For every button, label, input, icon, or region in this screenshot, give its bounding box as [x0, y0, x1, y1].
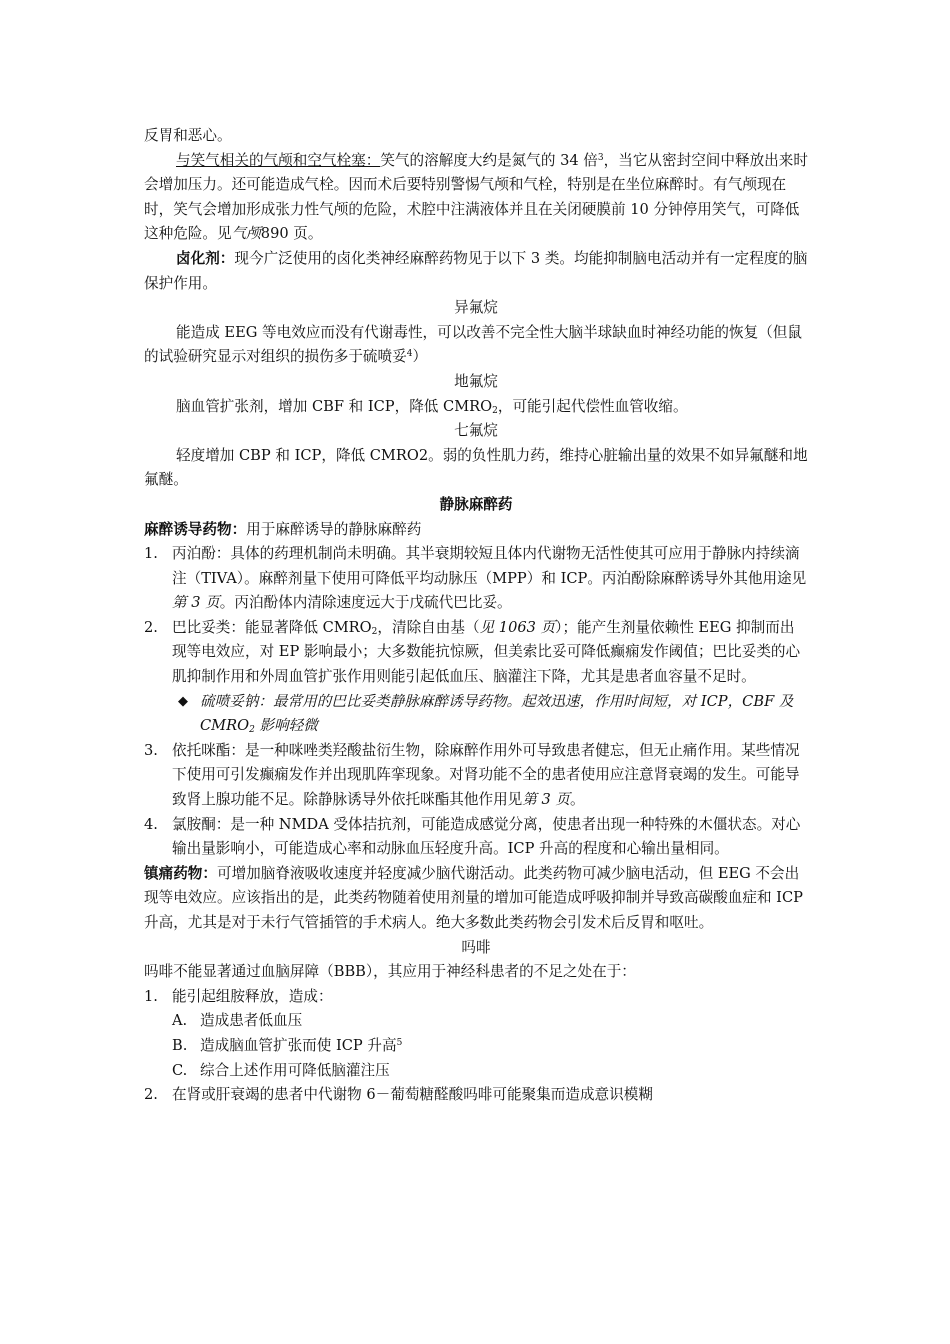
reference-mark: 4 [406, 349, 413, 360]
halogenated-heading: 卤化剂： [176, 249, 235, 267]
cross-reference: 第 3 页 [172, 594, 220, 612]
ketamine-text: 氯胺酮：是一种 NMDA 受体拮抗剂，可能造成感觉分离，使患者出现一种特殊的木僵状态。对心输出量影响小，可能造成心率和动脉血压轻度升高。ICP 升高的程度和心输出量相同。 [172, 815, 801, 858]
cross-reference: 第 3 页 [522, 791, 571, 809]
metabolite-text: 在肾或肝衰竭的患者中代谢物 6－葡萄糖醛酸吗啡可能聚集而造成意识模糊 [172, 1086, 653, 1104]
etomidate-text-b: 。 [570, 791, 585, 809]
morphine-title: 吗啡 [461, 938, 491, 956]
histamine-text: 能引起组胺释放，造成： [172, 987, 333, 1005]
list-number: 1. [144, 545, 158, 563]
isoflurane-title: 异氟烷 [454, 299, 498, 317]
nitrous-oxide-text-b: ，当它从密封空间中释放出来时会增加压力。还可能造成气栓。因而术后要特别警惕气颅和气栓，特别是在坐位麻醉时。有气颅现在时，笑气会增加形成张力性气颅的危险，术腔中注满液体并且在关闭硬膜前 10 分钟停用笑气，可降低这种危险。见 [144, 151, 808, 243]
paragraph-sevoflurane: 轻度增加 CBP 和 ICP，降低 CMRO2。弱的负性肌力药，维持心脏输出量的效果不如异氟醚和地氟醚。 [144, 446, 808, 489]
thiopental-text-a: 硫喷妥钠：最常用的巴比妥类静脉麻醉诱导药物。起效迅速，作用时间短，对 ICP，CBF 及 CMRO [200, 692, 794, 735]
list-number: 1. [144, 987, 158, 1005]
list-item-ketamine [144, 813, 808, 862]
paragraph-nitrous-oxide [144, 149, 808, 247]
sublist-b-text: 造成脑血管扩张而使 ICP 升高 [200, 1036, 397, 1054]
sublist-item-c [144, 1059, 808, 1084]
analgesics-heading: 镇痛药物： [144, 864, 217, 882]
list-letter: B. [172, 1036, 188, 1054]
morphine-intro: 吗啡不能显著通过血脑屏障（BBB），其应用于神经科患者的不足之处在于： [144, 963, 636, 981]
analgesics-text: 可增加脑脊液吸收速度并轻度减少脑代谢活动。此类药物可减少脑电活动，但 EEG 不会出现等电效应。应该指出的是，此类药物随着使用剂量的增加可能造成呼吸抑制并导致高碳酸血症和 ICP 升高，尤其是对于未行气管插管的手术病人。绝大多数此类药物会引发术后反胃和呕吐。 [144, 864, 803, 931]
barbiturates-text-c: ）；能产生剂量依赖性 EEG 抑制而出现等电效应，对 EP 影响最小；大多数能抗惊厥，但美索比妥可降低癫痫发作阈值；巴比妥类的心肌抑制作用和外周血管扩张作用则能引起低血压、脑灌注下降，尤其是患者血容量不足时。 [172, 618, 801, 686]
desflurane-title: 地氟烷 [454, 372, 498, 390]
reference-mark: 5 [396, 1037, 403, 1048]
paragraph-continuation [144, 124, 808, 149]
paragraph-desflurane [144, 395, 808, 420]
sublist-item-a [144, 1009, 808, 1034]
list-item-etomidate [144, 739, 808, 813]
nitrous-oxide-text-a: 笑气的溶解度大约是氮气的 34 倍 [380, 151, 598, 169]
list-item-metabolite [144, 1083, 808, 1108]
paragraph-induction [144, 518, 808, 543]
propofol-text-b: 。丙泊酚体内清除速度远大于戊硫代巴比妥。 [219, 594, 512, 612]
bullet-item-thiopental [144, 690, 808, 739]
list-item-histamine [144, 985, 808, 1010]
sublist-c-text: 综合上述作用可降低脑灌注压 [200, 1061, 390, 1079]
subscript: 2 [249, 725, 255, 736]
list-number: 2. [144, 1086, 158, 1104]
list-number: 3. [144, 741, 158, 759]
document-page [144, 124, 808, 1108]
desflurane-text-b: ，可能引起代偿性血管收缩。 [497, 397, 688, 415]
etomidate-text-a: 依托咪酯：是一种咪唑类羟酸盐衍生物，除麻醉作用外可导致患者健忘，但无止痛作用。某些情况下使用可引发癫痫发作并出现肌阵挛现象。对肾功能不全的患者使用应注意肾衰竭的发生。可能导致肾上腺功能不足。除静脉诱导外依托咪酯其他作用见 [172, 741, 800, 809]
reference-mark: 3 [597, 152, 604, 163]
subscript: 2 [371, 626, 378, 637]
nitrous-oxide-text-c: 890 页。 [260, 225, 323, 243]
subscript: 2 [492, 405, 498, 416]
barbiturates-text-a: 巴比妥类：能显著降低 CMRO [172, 618, 372, 636]
sublist-item-b [144, 1034, 808, 1059]
cross-reference: 气颅 [231, 225, 261, 243]
continuation-text: 反胃和恶心。 [144, 127, 232, 144]
induction-heading: 麻醉诱导药物： [144, 520, 247, 538]
thiopental-text-b: 影响轻微 [254, 717, 318, 735]
isoflurane-text-b: ） [412, 348, 428, 366]
nitrous-oxide-heading: 与笑气相关的气颅和空气栓塞： [176, 151, 381, 169]
list-letter: A. [172, 1012, 188, 1030]
section-title-iv-anesthetics: 静脉麻醉药 [439, 495, 513, 513]
list-number: 2. [144, 618, 158, 636]
list-letter: C. [172, 1061, 188, 1079]
list-item-barbiturates [144, 616, 808, 690]
cross-reference: 见 1063 页 [479, 618, 556, 636]
sublist-a-text: 造成患者低血压 [200, 1012, 303, 1030]
halogenated-text: 现今广泛使用的卤化类神经麻醉药物见于以下 3 类。均能抑制脑电活动并有一定程度的脑保护作用。 [144, 249, 808, 292]
desflurane-text-a: 脑血管扩张剂，增加 CBF 和 ICP，降低 CMRO [176, 397, 493, 415]
isoflurane-text-a: 能造成 EEG 等电效应而没有代谢毒性，可以改善不完全性大脑半球缺血时神经功能的恢复（但鼠的试验研究显示对组织的损伤多于硫喷妥 [144, 323, 802, 366]
list-number: 4. [144, 815, 158, 833]
propofol-text-a: 丙泊酚：具体的药理机制尚未明确。其半衰期较短且体内代谢物无活性使其可应用于静脉内持续滴注（TIVA）。麻醉剂量下使用可降低平均动脉压（MPP）和 ICP。丙泊酚除麻醉诱导外其他用途见 [172, 545, 807, 587]
diamond-bullet-icon: ◆ [178, 693, 188, 709]
list-item-propofol [144, 542, 808, 616]
barbiturates-text-b: ，清除自由基（ [377, 618, 480, 636]
sevoflurane-title: 七氟烷 [454, 422, 498, 440]
paragraph-analgesics [144, 862, 808, 936]
paragraph-halogenated [144, 247, 808, 296]
induction-text: 用于麻醉诱导的静脉麻醉药 [246, 520, 422, 538]
paragraph-isoflurane [144, 321, 808, 370]
